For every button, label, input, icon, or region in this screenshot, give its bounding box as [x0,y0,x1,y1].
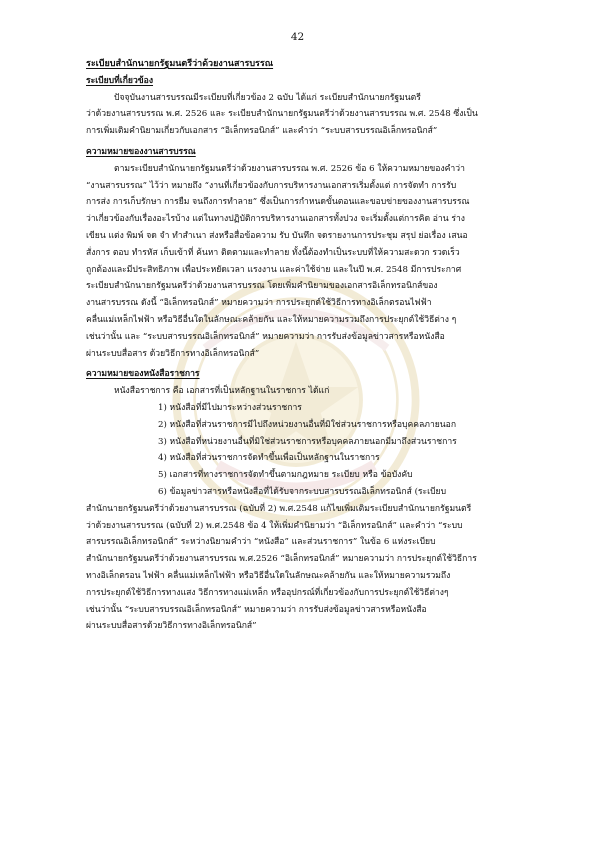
paragraph-line: สำนักนายกรัฐมนตรีว่าด้วยงานสารบรรณ พ.ศ.2526 “อิเล็กทรอนิกส์” หมายความว่า การประยุกต์ใช้วิธีการ [86,554,477,565]
related-regulations-title: ระเบียบที่เกี่ยวข้อง [86,75,154,86]
paragraph-line: ระเบียบสำนักนายกรัฐมนตรีว่าด้วยงานสารบรรณ โดยเพิ่มคำนิยามของเอกสารอิเล็กทรอนิกส์ของ [86,281,438,292]
paragraph-line: ว่าด้วยงานสารบรรณ (ฉบับที่ 2) พ.ศ.2548 ข้อ 4 ให้เพิ่มคำนิยามว่า “อิเล็กทรอนิกส์” และคำว่า “ระบบ [86,520,463,531]
paragraph-line: ว่าด้วยงานสารบรรณ พ.ศ. 2526 และ ระเบียบสำนักนายกรัฐมนตรีว่าด้วยงานสารบรรณ พ.ศ. 2548 ซึ่งเป็น [86,109,478,120]
paragraph-line: คลื่นแม่เหล็กไฟฟ้า หรือวิธีอื่นใดในลักษณะคล้ายกัน และให้หมายความรวมถึงการประยุกต์ใช้วิธีต่าง ๆ [86,314,457,325]
paragraph-line: เช่นว่านั้น และ “ระบบสารบรรณอิเล็กทรอนิกส์” หมายความว่า การรับส่งข้อมูลข่าวสารหรือหนังสือ [86,331,445,342]
list-item: 4) หนังสือที่ส่วนราชการจัดทำขึ้นเพื่อเป็นหลักฐานในราชการ [158,453,380,464]
meaning-title: ความหมายของงานสารบรรณ [86,146,196,157]
official-letter-intro: หนังสือราชการ คือ เอกสารที่เป็นหลักฐานในราชการ ได้แก่ [114,386,330,397]
paragraph-line: เช่นว่านั้น “ระบบสารบรรณอิเล็กทรอนิกส์” หมายความว่า การรับส่งข้อมูลข่าวสารหรือหนังสือ [86,604,427,615]
paragraph-line: เขียน แต่ง พิมพ์ จด จำ ทำสำเนา ส่งหรือสื่อข้อความ รับ บันทึก จดรายงานการประชุม สรุป ย่อเรื่อง เสนอ [86,230,468,241]
paragraph-line: “งานสารบรรณ” ไว้ว่า หมายถึง “งานที่เกี่ยวข้องกับการบริหารงานเอกสารเริ่มตั้งแต่ การจัดทำ การรับ [86,180,457,191]
paragraph-line: ทางอิเล็กตรอน ไฟฟ้า คลื่นแม่เหล็กไฟฟ้า หรือวิธีอื่นใดในลักษณะคล้ายกัน และให้หมายความรวมถึง [86,570,451,581]
paragraph-line: ผ่านระบบสื่อสาร ด้วยวิธีการทางอิเล็กทรอนิกส์” [86,348,260,359]
paragraph-line: ผ่านระบบสื่อสารด้วยวิธีการทางอิเล็กทรอนิกส์” [86,621,257,632]
paragraph-line: การประยุกต์ใช้วิธีการทางแสง วิธีการทางแม่เหล็ก หรืออุปกรณ์ที่เกี่ยวข้องกับการประยุกต์ใช้วิธีต่างๆ [86,587,449,598]
paragraph-line: สำนักนายกรัฐมนตรีว่าด้วยงานสารบรรณ (ฉบับที่ 2) พ.ศ.2548 แก้ไขเพิ่มเติมระเบียบสำนักนายกรัฐมนตรี [86,503,472,514]
page-number: 42 [290,31,305,43]
official-letter-title: ความหมายของหนังสือราชการ [86,369,200,380]
regulation-title: ระเบียบสำนักนายกรัฐมนตรีว่าด้วยงานสารบรรณ [86,59,274,69]
paragraph-line: ถูกต้องและมีประสิทธิภาพ เพื่อประหยัดเวลา แรงงาน และค่าใช้จ่าย และในปี พ.ศ. 2548 มีการประกาศ [86,264,462,275]
list-item: 6) ข้อมูลข่าวสารหรือหนังสือที่ได้รับจากระบบสารบรรณอิเล็กทรอนิกส์ (ระเบียบ [158,486,447,497]
paragraph-line: การเพิ่มเติมคำนิยามเกี่ยวกับเอกสาร “อิเล็กทรอนิกส์” และคำว่า “ระบบสารบรรณอิเล็กทรอนิกส์” [86,126,438,137]
paragraph-line: ว่าเกี่ยวข้องกับเรื่องอะไรบ้าง แต่ในทางปฏิบัติการบริหารงานเอกสารทั้งปวง จะเริ่มตั้งแต่การคิด อ่าน ร่าง [86,214,465,225]
list-item: 3) หนังสือที่หน่วยงานอื่นที่มิใช่ส่วนราชการหรือบุคคลภายนอกมีมาถึงส่วนราชการ [158,436,457,447]
list-item: 1) หนังสือที่มีไปมาระหว่างส่วนราชการ [158,402,302,413]
list-item: 2) หนังสือที่ส่วนราชการมีไปถึงหน่วยงานอื่นที่มิใช่ส่วนราชการหรือบุคคลภายนอก [158,419,457,430]
paragraph-line: ปัจจุบันงานสารบรรณมีระเบียบที่เกี่ยวข้อง 2 ฉบับ ได้แก่ ระเบียบสำนักนายกรัฐมนตรี [114,92,421,103]
paragraph-line: การส่ง การเก็บรักษา การยืม จนถึงการทำลาย” ซึ่งเป็นการกำหนดขั้นตอนและขอบข่ายของงานสารบรรณ [86,197,470,208]
document-body [86,56,512,635]
paragraph-line: ตามระเบียบสำนักนายกรัฐมนตรีว่าด้วยงานสารบรรณ พ.ศ. 2526 ข้อ 6 ให้ความหมายของคำว่า [114,163,465,174]
list-item: 5) เอกสารที่ทางราชการจัดทำขึ้นตามกฎหมาย ระเบียบ หรือ ข้อบังคับ [158,470,413,481]
paragraph-line: สารบรรณอิเล็กทรอนิกส์” ระหว่างนิยามคำว่า “หนังสือ” และส่วนราชการ” ในข้อ 6 แห่งระเบียบ [86,537,436,548]
paragraph-line: สั่งการ ตอบ ทำรหัส เก็บเข้าที่ ค้นหา ติดตามและทำลาย ทั้งนี้ต้องทำเป็นระบบที่ให้ความสะดวก รวดเร็ว [86,247,460,258]
paragraph-line: งานสารบรรณ ดังนี้ “อิเล็กทรอนิกส์” หมายความว่า การประยุกต์ใช้วิธีการทางอิเล็กตรอนไฟฟ้า [86,298,432,309]
